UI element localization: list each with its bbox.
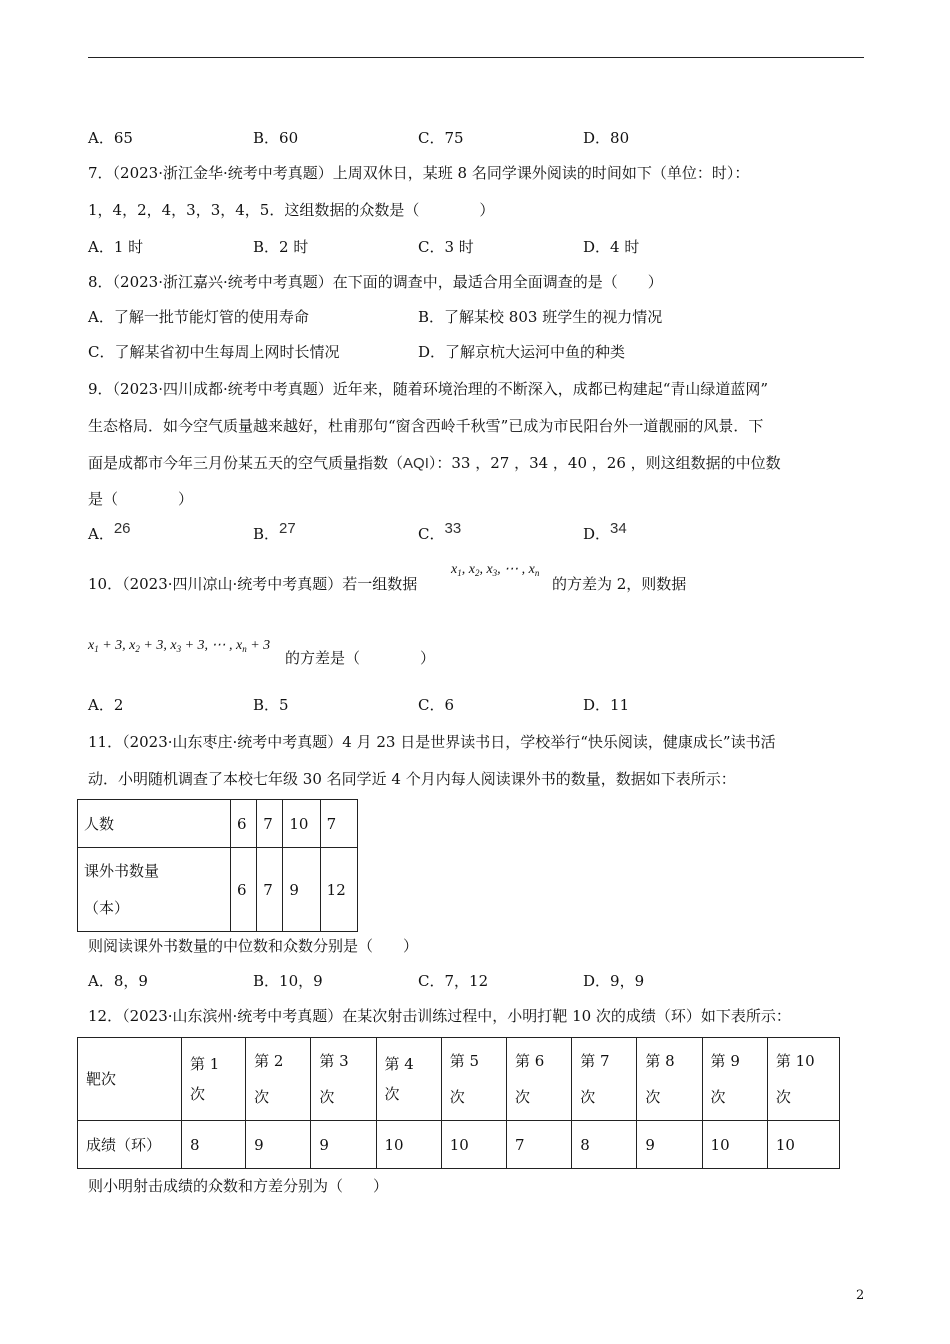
q9-option-c: C．33 xyxy=(418,520,462,543)
table-row xyxy=(78,848,358,932)
table-cell: 8 xyxy=(572,1121,637,1169)
q10-option-d: D．11 xyxy=(583,696,630,714)
table-header-cell: 第 5 次 xyxy=(441,1038,506,1121)
page-number: 2 xyxy=(856,1288,865,1303)
table-header-cell: 课外书数量 （本） xyxy=(78,848,231,932)
table-header-cell: 第 6 次 xyxy=(507,1038,572,1121)
q10-stem-line1-end: 的方差为 2，则数据 xyxy=(552,575,687,593)
q8-option-a: A．了解一批节能灯管的使用寿命 xyxy=(88,308,309,326)
table-header-cell: 第 8 次 xyxy=(637,1038,702,1121)
table-cell: 10 xyxy=(376,1121,441,1169)
q11-option-d: D．9，9 xyxy=(583,972,645,990)
q7-option-a: A．1 时 xyxy=(88,238,144,256)
table-cell: 12 xyxy=(320,848,357,932)
q7-option-b: B．2 时 xyxy=(253,238,309,256)
table-header-cell: 第 7 次 xyxy=(572,1038,637,1121)
table-header-cell: 第 3 次 xyxy=(311,1038,376,1121)
table-header-cell: 第 9 次 xyxy=(702,1038,767,1121)
table-header-cell: 靶次 xyxy=(78,1038,182,1121)
q9-option-a: A．26 xyxy=(88,520,131,543)
q8-option-b: B．了解某校 803 班学生的视力情况 xyxy=(418,308,663,326)
q6-option-c: C．75 xyxy=(418,129,464,147)
table-cell: 9 xyxy=(637,1121,702,1169)
table-header-cell: 第 4 次 xyxy=(376,1038,441,1121)
table-cell: 10 xyxy=(767,1121,839,1169)
q7-stem-line1: 7．（2023·浙江金华·统考中考真题）上周双休日，某班 8 名同学课外阅读的时间如下（单位：时）： xyxy=(88,164,750,182)
table-row xyxy=(78,800,358,848)
table-cell: 7 xyxy=(257,848,283,932)
q10-stem-line2: 的方差是（ ） xyxy=(285,649,436,667)
table-cell: 7 xyxy=(320,800,357,848)
q9-stem-line3-part1: 面是成都市今年三月份某五天的空气质量指数（ xyxy=(88,454,404,472)
q10-option-c: C．6 xyxy=(418,696,455,714)
q9-stem-line3-part2: ）：33 ，27 ，34 ，40 ，26 ，则这组数据的中位数 xyxy=(428,454,781,472)
table-cell: 10 xyxy=(441,1121,506,1169)
table-header-cell: 成绩（环） xyxy=(78,1121,182,1169)
table-header-cell: 第 2 次 xyxy=(246,1038,311,1121)
table-header-cell: 人数 xyxy=(78,800,231,848)
header-rule xyxy=(88,57,864,58)
q12-table xyxy=(77,1037,840,1169)
q12-stem: 12．（2023·山东滨州·统考中考真题）在某次射击训练过程中，小明打靶 10 次的成绩（环）如下表所示： xyxy=(88,1007,791,1025)
q6-option-a: A．65 xyxy=(88,129,133,147)
q10-option-b: B．5 xyxy=(253,696,289,714)
table-cell: 9 xyxy=(311,1121,376,1169)
q9-stem-line2: 生态格局．如今空气质量越来越好，杜甫那句“窗含西岭千秋雪”已成为市民阳台外一道靓丽的风景．下 xyxy=(88,417,764,435)
q10-option-a: A．2 xyxy=(88,696,124,714)
q11-table xyxy=(77,799,358,932)
q9-option-b: B．27 xyxy=(253,520,296,543)
q11-option-a: A．8，9 xyxy=(88,972,148,990)
table-row xyxy=(78,1121,840,1169)
table-cell: 9 xyxy=(246,1121,311,1169)
q11-stem-line1: 11．（2023·山东枣庄·统考中考真题）4 月 23 日是世界读书日，学校举行“快乐阅读，健康成长”读书活 xyxy=(88,733,776,751)
q11-stem-line2: 动．小明随机调查了本校七年级 30 名同学近 4 个月内每人阅读课外书的数量，数据如下表所示： xyxy=(88,770,736,788)
q10-stem-line1: 10．（2023·四川凉山·统考中考真题）若一组数据 xyxy=(88,575,418,593)
q9-stem-line3 xyxy=(88,453,781,474)
table-cell: 8 xyxy=(181,1121,245,1169)
q8-option-d: D．了解京杭大运河中鱼的种类 xyxy=(418,343,626,361)
q9-stem-line4: 是（ ） xyxy=(88,490,194,508)
q7-option-c: C．3 时 xyxy=(418,238,474,256)
table-cell: 10 xyxy=(283,800,320,848)
table-cell: 7 xyxy=(257,800,283,848)
q9-stem-line1: 9．（2023·四川成都·统考中考真题）近年来，随着环境治理的不断深入，成都已构建起“青山绿道蓝网” xyxy=(88,380,769,398)
q11-question: 则阅读课外书数量的中位数和众数分别是（ ） xyxy=(88,937,419,955)
aqi-label: AQI xyxy=(403,455,429,472)
q10-data-set-formula: $x_1$, $x_2$, $x_3$, ⋯ , $x_n$ xyxy=(451,562,540,578)
table-row xyxy=(78,1038,840,1121)
table-cell: 6 xyxy=(231,800,257,848)
q8-option-c: C．了解某省初中生每周上网时长情况 xyxy=(88,343,340,361)
table-cell: 10 xyxy=(702,1121,767,1169)
q7-option-d: D．4 时 xyxy=(583,238,640,256)
table-cell: 9 xyxy=(283,848,320,932)
q6-option-d: D．80 xyxy=(583,129,630,147)
q12-question: 则小明射击成绩的众数和方差分别为（ ） xyxy=(88,1177,389,1195)
q11-option-b: B．10，9 xyxy=(253,972,323,990)
q7-stem-line2: 1，4，2，4，3，3，4，5．这组数据的众数是（ ） xyxy=(88,201,495,219)
table-cell: 6 xyxy=(231,848,257,932)
q10-shifted-data-formula: $x_1 + 3$, $x_2 + 3$, $x_3 + 3$, ⋯ , $x_n + 3$ xyxy=(88,638,271,654)
q8-stem: 8．（2023·浙江嘉兴·统考中考真题）在下面的调查中，最适合用全面调查的是（ ） xyxy=(88,273,663,291)
table-cell: 7 xyxy=(507,1121,572,1169)
table-header-cell: 第 10 次 xyxy=(767,1038,839,1121)
q6-option-b: B．60 xyxy=(253,129,299,147)
q11-option-c: C．7，12 xyxy=(418,972,489,990)
table-header-cell: 第 1 次 xyxy=(181,1038,245,1121)
q9-option-d: D．34 xyxy=(583,520,627,543)
